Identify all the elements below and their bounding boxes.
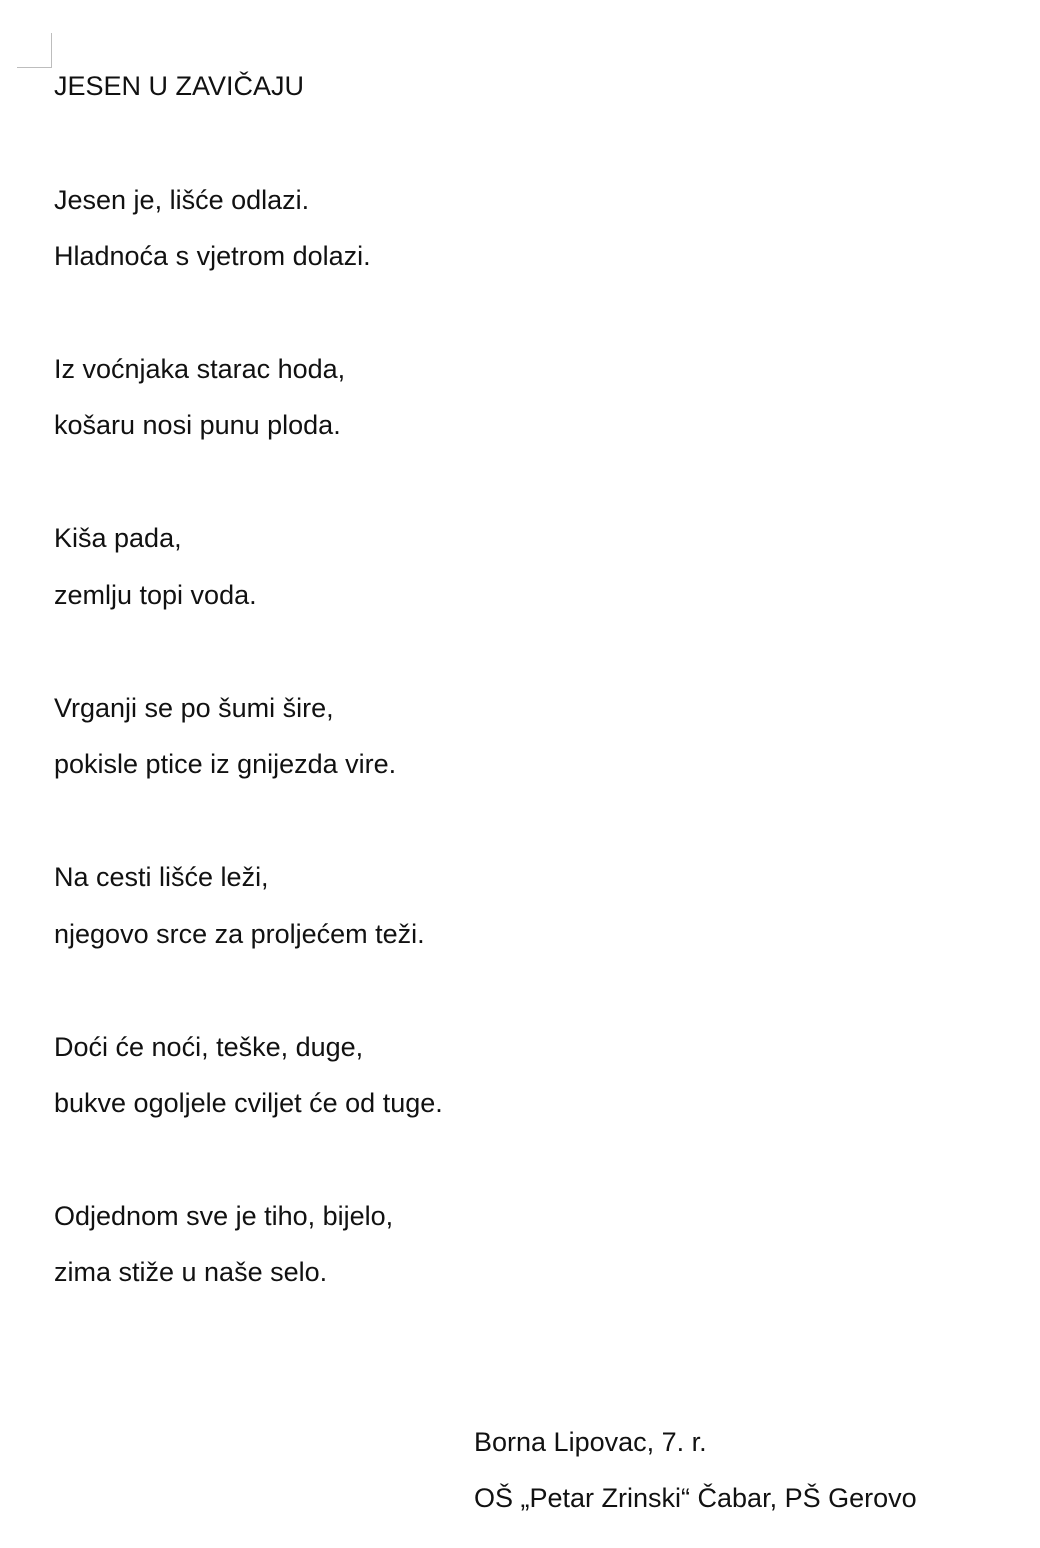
poem-line: Na cesti lišće leži, <box>54 862 269 892</box>
page-corner-mark <box>17 33 52 68</box>
poem-line: košaru nosi punu ploda. <box>54 410 341 440</box>
poem-line: Doći će noći, teške, duge, <box>54 1032 364 1062</box>
poem-title: JESEN U ZAVIČAJU <box>54 71 305 101</box>
poem-line: zima stiže u naše selo. <box>54 1257 328 1287</box>
poem-line: Kiša pada, <box>54 523 182 553</box>
poem-line: Iz voćnjaka starac hoda, <box>54 354 346 384</box>
poem-line: Jesen je, lišće odlazi. <box>54 185 310 215</box>
author-signature: Borna Lipovac, 7. r. <box>474 1427 707 1457</box>
school-signature: OŠ „Petar Zrinski“ Čabar, PŠ Gerovo <box>474 1483 917 1513</box>
poem-line: zemlju topi voda. <box>54 580 257 610</box>
poem-line: pokisle ptice iz gnijezda vire. <box>54 749 397 779</box>
poem-line: Hladnoća s vjetrom dolazi. <box>54 241 371 271</box>
poem-line: Odjednom sve je tiho, bijelo, <box>54 1201 394 1231</box>
poem-line: njegovo srce za proljećem teži. <box>54 919 425 949</box>
poem-line: Vrganji se po šumi šire, <box>54 693 334 723</box>
poem-line: bukve ogoljele cviljet će od tuge. <box>54 1088 443 1118</box>
